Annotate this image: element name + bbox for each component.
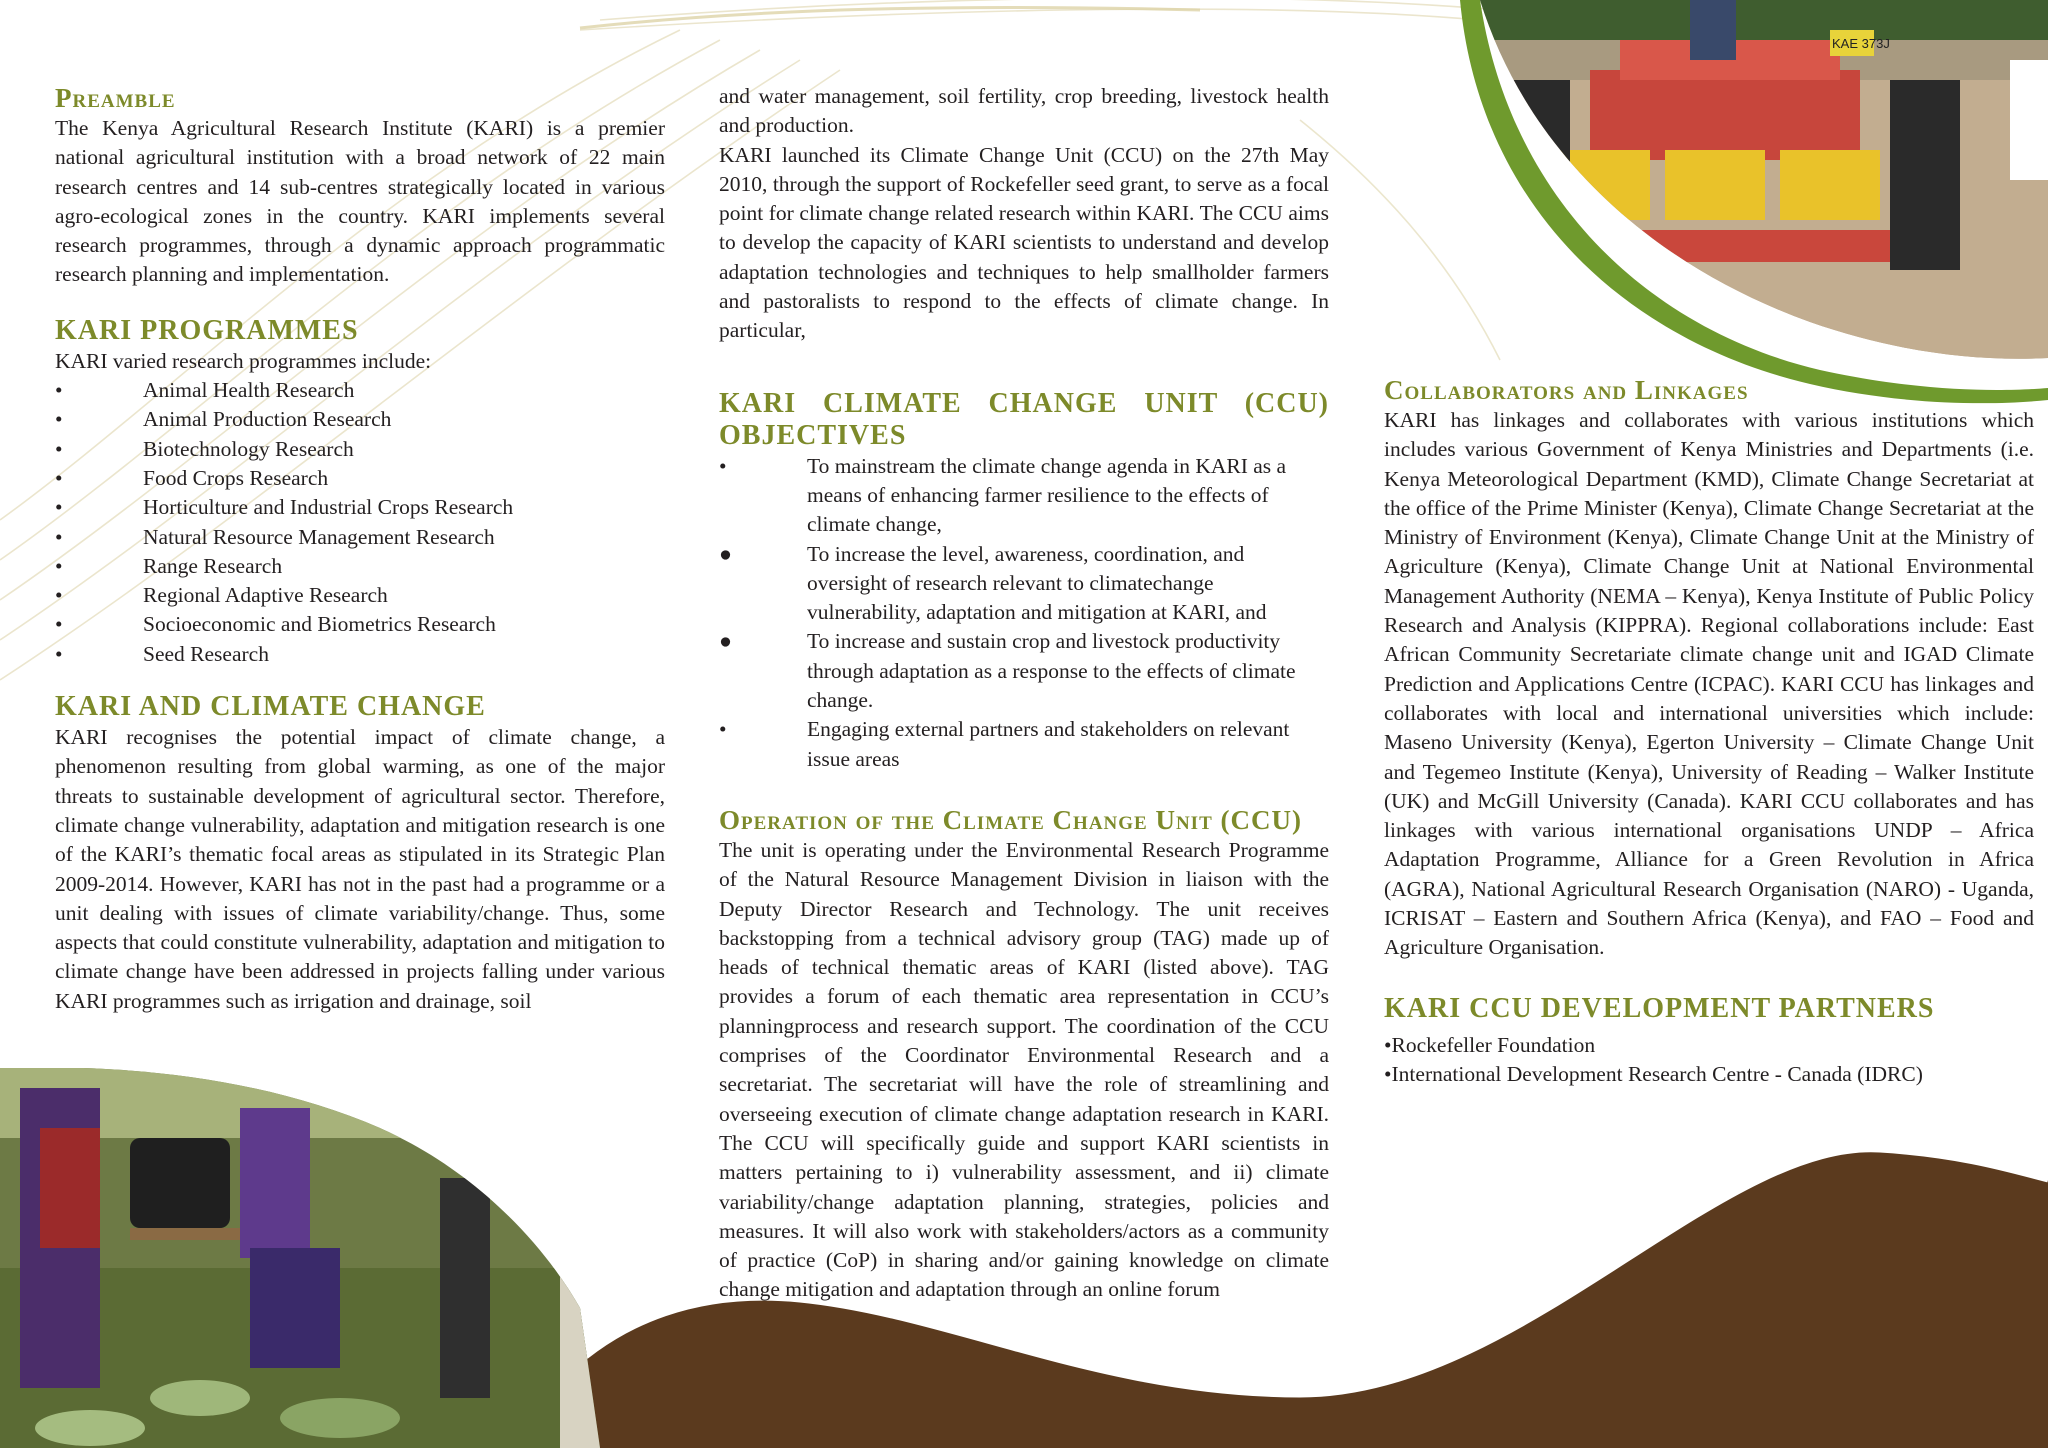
list-item: • Food Crops Research xyxy=(55,465,329,490)
partners-heading: KARI CCU DEVELOPMENT PARTNERS xyxy=(1384,992,1935,1024)
programmes-list xyxy=(55,376,665,669)
list-item: • Horticulture and Industrial Crops Research xyxy=(55,495,514,520)
list-item: • Range Research xyxy=(55,553,283,578)
left-column xyxy=(55,0,665,1016)
programmes-intro: KARI varied research programmes include: xyxy=(55,348,432,373)
farmers-photo xyxy=(0,1068,620,1448)
preamble-text: The Kenya Agricultural Research Institute (KARI) is a premier national agricultural institution with a broad network of 22 main research centres and 14 sub-centres strategically located in various agro-ecological zones in the country. KARI implements several research programmes, through a dynamic approach programmatic research planning and implementation. xyxy=(55,116,665,287)
list-item: •International Development Research Centre - Canada (IDRC) xyxy=(1384,1061,1923,1086)
objectives-list xyxy=(719,452,1329,774)
list-item: • Socioeconomic and Biometrics Research xyxy=(55,612,496,637)
list-item: • Natural Resource Management Research xyxy=(55,524,495,549)
objectives-heading: KARI CLIMATE CHANGE UNIT (CCU) OBJECTIVES xyxy=(719,387,1329,451)
collaborators-text: KARI has linkages and collaborates with various institutions which includes various Government of Kenya Ministries and Departments (i.e. Kenya Meteorological Department (KMD), Climate Change Secretariat at the office of the Prime Minister (Kenya), Climate Change Secretariat at the Ministry of Environment (Kenya), Climate Change Unit at the Ministry of Agriculture (Kenya), Climate Change Unit at National Environmental Management Authority (NEMA – Kenya), Kenya Institute of Public Policy Research and Analysis (KIPPRA). Regional collaborations include: East African Community Secretariate climate change unit and IGAD Climate Prediction and Applications Centre (ICPAC). KARI CCU has linkages and collaborates with local and international universities which include: Maseno University (Kenya), Egerton University – Climate Change Unit and Tegemeo Institute (Kenya), University of Reading – Walker Institute (UK) and McGill University (Canada). KARI CCU collaborates and has linkages with various international organisations UNDP – Africa Adaptation Programme, Alliance for a Green Revolution in Africa (AGRA), National Agricultural Research Organisation (NARO) - Uganda, ICRISAT – Eastern and Southern Africa (Kenya), and FAO – Food and Agriculture Organisation. xyxy=(1384,408,2034,960)
list-item: • Biotechnology Research xyxy=(55,436,354,461)
climate-change-heading: KARI AND CLIMATE CHANGE xyxy=(55,691,486,723)
tractor-plate: KAE 373J xyxy=(1832,36,1890,51)
operation-heading: Operation of the Climate Change Unit (CCU) xyxy=(719,804,1302,835)
list-item: •Rockefeller Foundation xyxy=(1384,1032,1596,1057)
list-item: • Seed Research xyxy=(55,641,269,666)
list-item: ● To increase the level, awareness, coordination, and oversight of research relevant to climatechange vulnerability, adaptation and mitigation at KARI, and xyxy=(719,541,1267,625)
list-item: • Animal Production Research xyxy=(55,407,392,432)
list-item: • Animal Health Research xyxy=(55,378,355,403)
list-item: • Engaging external partners and stakeholders on relevant issue areas xyxy=(719,717,1290,771)
operation-text: The unit is operating under the Environmental Research Programme of the Natural Resource Management Division in liaison with the Deputy Director Research and Technology. The unit receives backstopping from a technical advisory group (TAG) made up of heads of technical thematic areas of KARI (listed above). TAG provides a forum of each thematic area representation in CCU’s planningprocess and research support. The coordination of the CCU comprises of the Coordinator Environmental Research and a secretariat. The secretariat will have the role of streamlining and overseeing execution of climate change adaptation research in KARI. The CCU will specifically guide and support KARI scientists in matters pertaining to i) vulnerability assessment, and ii) climate variability/change adaptation planning, strategies, policies and measures. It will also work with stakeholders/actors as a community of practice (CoP) in sharing and/or gaining knowledge on climate change mitigation and adaptation through an online forum xyxy=(719,837,1329,1302)
right-column xyxy=(1384,0,2034,1089)
climate-change-text: KARI recognises the potential impact of climate change, a phenomenon resulting from global warming, as one of the major threats to sustainable development of agricultural sector. Therefore, climate change vulnerability, adaptation and mitigation research is one of the KARI’s thematic focal areas as stipulated in its Strategic Plan 2009-2014. However, KARI has not in the past had a programme or a unit dealing with issues of climate variability/change. Thus, some aspects that could constitute vulnerability, adaptation and mitigation to climate change have been addressed in projects falling under various KARI programmes such as irrigation and drainage, soil xyxy=(55,725,665,1013)
programmes-heading: KARI PROGRAMMES xyxy=(55,314,359,346)
preamble-heading: Preamble xyxy=(55,83,176,113)
ccu-launch-text: KARI launched its Climate Change Unit (CCU) on the 27th May 2010, through the support of Rockefeller seed grant, to serve as a focal point for climate change related research within KARI. The CCU aims to develop the capacity of KARI scientists to understand and develop adaptation technologies and techniques to help smallholder farmers and pastoralists to respond to the effects of climate change. In particular, xyxy=(719,142,1329,343)
middle-column xyxy=(719,0,1329,1305)
collaborators-heading: Collaborators and Linkages xyxy=(1384,375,1749,405)
list-item: ● To increase and sustain crop and livestock productivity through adaptation as a response to the effects of climate change. xyxy=(719,629,1296,713)
list-item: • To mainstream the climate change agenda in KARI as a means of enhancing farmer resilience to the effects of climate change, xyxy=(719,453,1287,537)
climate-change-continued: and water management, soil fertility, crop breeding, livestock health and production. xyxy=(719,84,1329,138)
partners-list xyxy=(1384,1031,2034,1090)
list-item: • Regional Adaptive Research xyxy=(55,583,388,608)
